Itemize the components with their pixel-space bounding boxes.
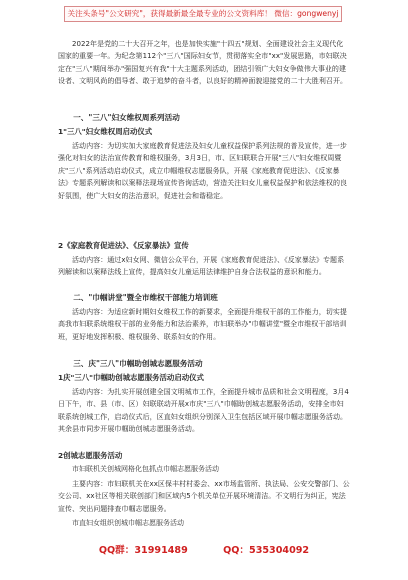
document-body bbox=[58, 38, 350, 532]
promo-banner: 关注头条号"公文研究"，获得最新最全最专业的公文资料库！ 微信：gongwenyj bbox=[64, 6, 342, 22]
paragraph-3-1: 活动内容：为扎实开展创建全国文明城市工作，全面提升城市品质和社会文明程度，3月4日下午，市、县（市、区）妇联联动开展x市庆"三八"巾帼助创城志愿服务活动，安排全市妇联系统创城工作，启动仪式后，区直妇女组织分别深入卫生包括区域开展巾帼志愿服务活动。其余县市同步开展巾帼助创城志愿服务活动。 bbox=[58, 388, 349, 434]
qq-number: QQ：535304092 bbox=[223, 545, 310, 556]
subheading-3-2: 2创城志愿服务活动 bbox=[58, 451, 123, 460]
subheading-1-2: 2《家庭教育促进法》、《反家暴法》宣传 bbox=[58, 241, 189, 250]
paragraph-2: 活动内容：为适应新时期妇女维权工作的新要求，全面提升维权干部的工作能力，切实提高我市妇联系统维权干部的业务能力和法治素养，市妇联举办"巾帼讲堂"暨全市维权干部培训班，更好地发挥积极、维权服务、联系妇女的作用。 bbox=[58, 308, 347, 341]
paragraph-1-2: 活动内容：通过x妇女网、微信公众平台，开展《家庭教育促进法》、《反家暴法》专题系列解读和以案释法线上宣传，提高妇女儿童运用法律维护自身合法权益的意识和能力。 bbox=[58, 256, 345, 277]
subheading-3-1: 1庆"三八"巾帼助创城志愿服务活动启动仪式 bbox=[58, 373, 204, 382]
intro-paragraph: 2022年是党的二十大召开之年，也是加快实施"十四五"规划、全面建设社会主义现代化国家的重要一年。为纪念第112个"三八"国际妇女节，贯彻落实全市"xx"发展思路，市妇联决定在"三八"期间举办"强国复兴有我"十大主题系列活动，团结引领广大妇女争做伟大事业的建设者、文明风尚的倡导者、敢于追梦的奋斗者，以良好的精神面貌迎接党的二十大胜利召开。 bbox=[58, 40, 348, 86]
section-heading-3: 三、庆"三八"巾帼助创城志愿服务活动 bbox=[73, 359, 203, 368]
subheading-1-1: 1"三八"妇女维权周启动仪式 bbox=[58, 127, 153, 136]
subheading-3-2-1: 市妇联机关创城网格化包抓点巾帼志愿服务活动 bbox=[72, 465, 219, 473]
paragraph-1-1: 活动内容：为切实加大家庭教育促进法及妇女儿童权益保护系列法规的普及宣传，进一步强化对妇女的法治宣传教育和维权服务，3月3日，市、区妇联联合开展"三八"妇女维权周暨庆"三八"系列活动启动仪式，成立巾帼维权志愿服务队，开展《家庭教育促进法》、《反家暴法》专题系列解读和以案释法现场宣传咨询活动，营造关注妇女儿童权益保护和依法维权的良好氛围，使广大妇女的法治意识，促进社会和谐稳定。 bbox=[58, 142, 348, 200]
paragraph-3-2-1: 主要内容：市妇联机关在xx区保丰村村委会、xx市场监管所、执法局、公安交警部门、公交公司、xx社区等相关联创部门和区域内5个机关单位开展环境清洁。不文明行为纠正，宪法宣传、突出问题排查巾帼志愿服务。 bbox=[58, 480, 350, 513]
contact-footer bbox=[0, 542, 408, 560]
section-heading-2: 二、"巾帼讲堂"暨全市维权干部能力培训班 bbox=[73, 293, 218, 302]
subheading-3-2-2: 市直妇女组织创城巾帼志愿服务活动 bbox=[72, 519, 184, 527]
qq-group: QQ群：31991489 bbox=[98, 545, 188, 556]
section-heading-1: 一、"三八"妇女维权周系列活动 bbox=[73, 113, 180, 122]
